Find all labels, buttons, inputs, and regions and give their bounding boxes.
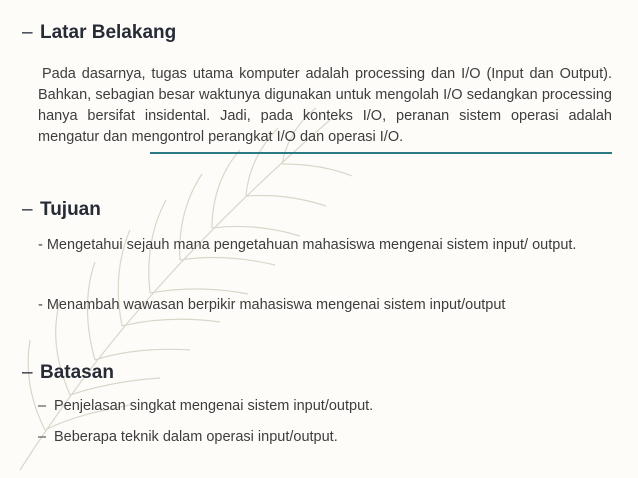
heading-dash: –	[22, 199, 33, 220]
bullet-dash: –	[38, 398, 47, 414]
tujuan-item-2: - Menambah wawasan berpikir mahasiswa mengenai sistem input/output	[38, 297, 506, 313]
heading-text: Latar Belakang	[40, 22, 177, 43]
batasan-item-2	[38, 429, 338, 445]
paragraph-latar-belakang: Pada dasarnya, tugas utama komputer adalah processing dan I/O (Input dan Output). Bahkan, sebagian besar waktunya digunakan untuk mengolah I/O sedangkan processing hanya bersifat insidental. Jadi, pada konteks I/O, peranan sistem operasi adalah mengatur dan mengontrol perangkat I/O dan operasi I/O.	[38, 66, 612, 145]
heading-text: Batasan	[40, 362, 114, 383]
batasan-item-1	[38, 398, 373, 414]
tujuan-item-1: - Mengetahui sejauh mana pengetahuan mahasiswa mengenai sistem input/ output.	[38, 237, 577, 253]
heading-text: Tujuan	[40, 199, 101, 220]
bullet-dash: –	[38, 429, 47, 445]
bullet-text: Beberapa teknik dalam operasi input/output.	[54, 429, 338, 445]
heading-dash: –	[22, 22, 33, 43]
heading-dash: –	[22, 362, 33, 383]
bullet-text: Penjelasan singkat mengenai sistem input/output.	[54, 398, 374, 414]
heading-latar-belakang	[22, 22, 176, 44]
heading-tujuan	[22, 199, 101, 221]
heading-batasan	[22, 362, 114, 384]
text-underline	[150, 152, 612, 154]
